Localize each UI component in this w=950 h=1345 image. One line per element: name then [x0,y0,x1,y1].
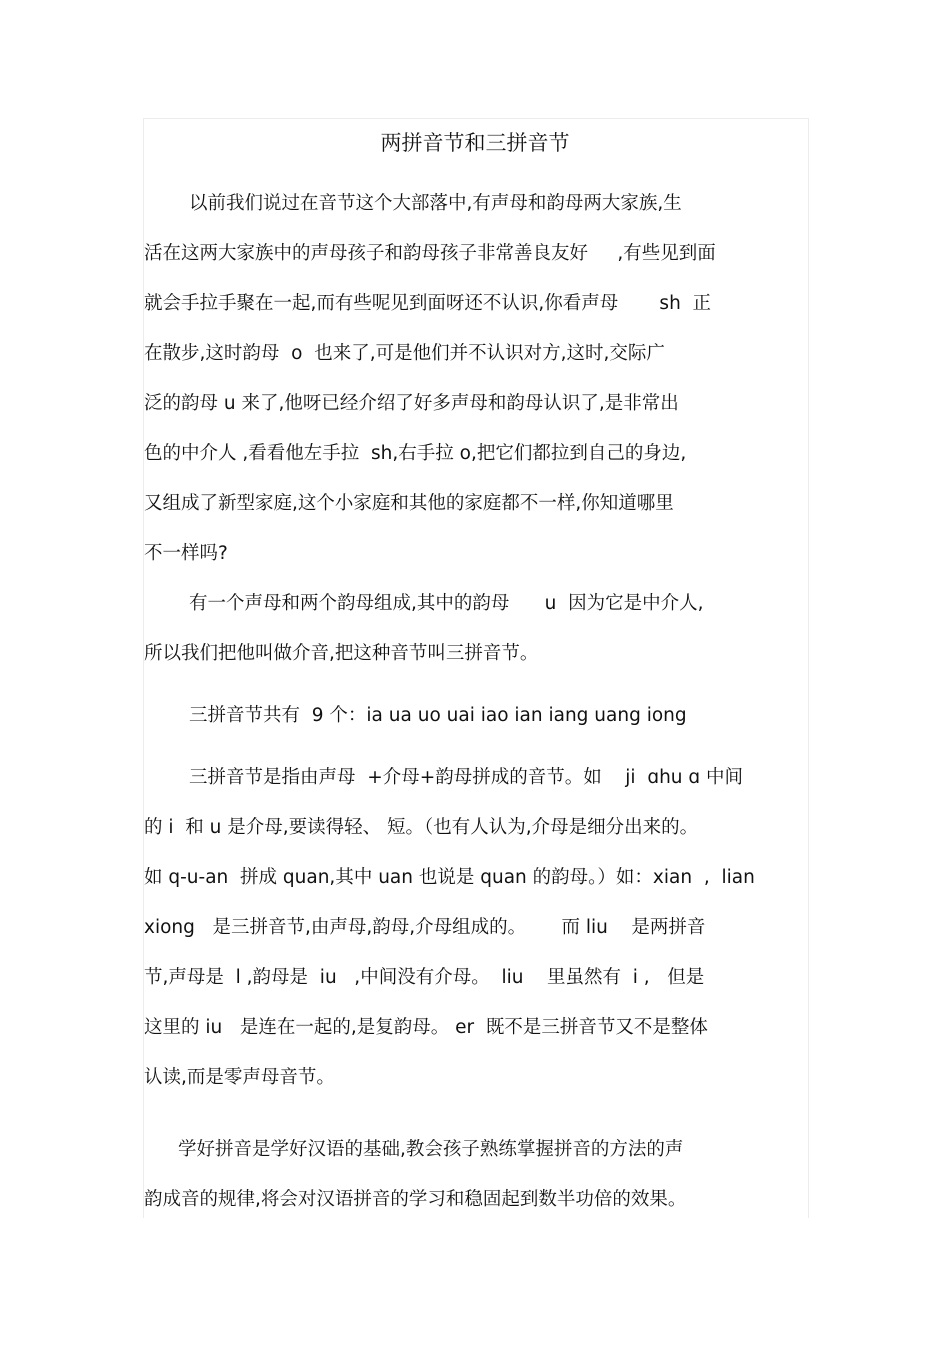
paragraph-line: 这里的 iu 是连在一起的,是复韵母。 er 既不是三拼音节又不是整体 [144,1017,708,1038]
paragraph-line: 所以我们把他叫做介音,把这种音节叫三拼音节。 [144,643,539,664]
paragraph-line: 三拼音节共有 9 个：ia ua uo uai iao ian iang uang iong [189,705,687,726]
paragraph-line: 三拼音节是指由声母 +介母+韵母拼成的音节。如 ji ɑhu ɑ 中间 [189,767,744,788]
paragraph-line: 就会手拉手聚在一起,而有些呢见到面呀还不认识,你看声母 sh 正 [144,293,712,314]
paragraph-line: 活在这两大家族中的声母孩子和韵母孩子非常善良友好 ,有些见到面 [144,243,716,264]
page-frame-left [143,118,144,1218]
paragraph-line: xiong 是三拼音节,由声母,韵母,介母组成的。 而 liu 是两拼音 [144,917,706,938]
paragraph-line: 在散步,这时韵母 o 也来了,可是他们并不认识对方,这时,交际广 [144,343,665,364]
paragraph-line: 泛的韵母 u 来了,他呀已经介绍了好多声母和韵母认识了,是非常出 [144,393,679,414]
paragraph-line: 有一个声母和两个韵母组成,其中的韵母 u 因为它是中介人, [189,593,704,614]
paragraph-line: 色的中介人 ,看看他左手拉 sh,右手拉 o,把它们都拉到自己的身边, [144,443,687,464]
paragraph-line: 如 q-u-an 拼成 quan,其中 uan 也说是 quan 的韵母。）如：xian , lian [144,867,755,888]
paragraph-line: 韵成音的规律,将会对汉语拼音的学习和稳固起到数半功倍的效果。 [144,1189,687,1210]
page-frame-right [808,118,809,1218]
paragraph-line: 节,声母是 l ,韵母是 iu ,中间没有介母。 liu 里虽然有 i , 但是 [144,967,705,988]
paragraph-line: 以前我们说过在音节这个大部落中,有声母和韵母两大家族,生 [189,193,682,214]
paragraph-line: 认读,而是零声母音节。 [144,1067,335,1088]
paragraph-line: 不一样吗? [144,543,228,564]
page-frame-top [143,118,808,119]
paragraph-line: 又组成了新型家庭,这个小家庭和其他的家庭都不一样,你知道哪里 [144,493,674,514]
document-title: 两拼音节和三拼音节 [380,131,570,155]
paragraph-line: 学好拼音是学好汉语的基础,教会孩子熟练掌握拼音的方法的声 [178,1139,684,1160]
paragraph-line: 的 i 和 u 是介母,要读得轻、 短。（也有人认为,介母是细分出来的。 [144,817,699,838]
